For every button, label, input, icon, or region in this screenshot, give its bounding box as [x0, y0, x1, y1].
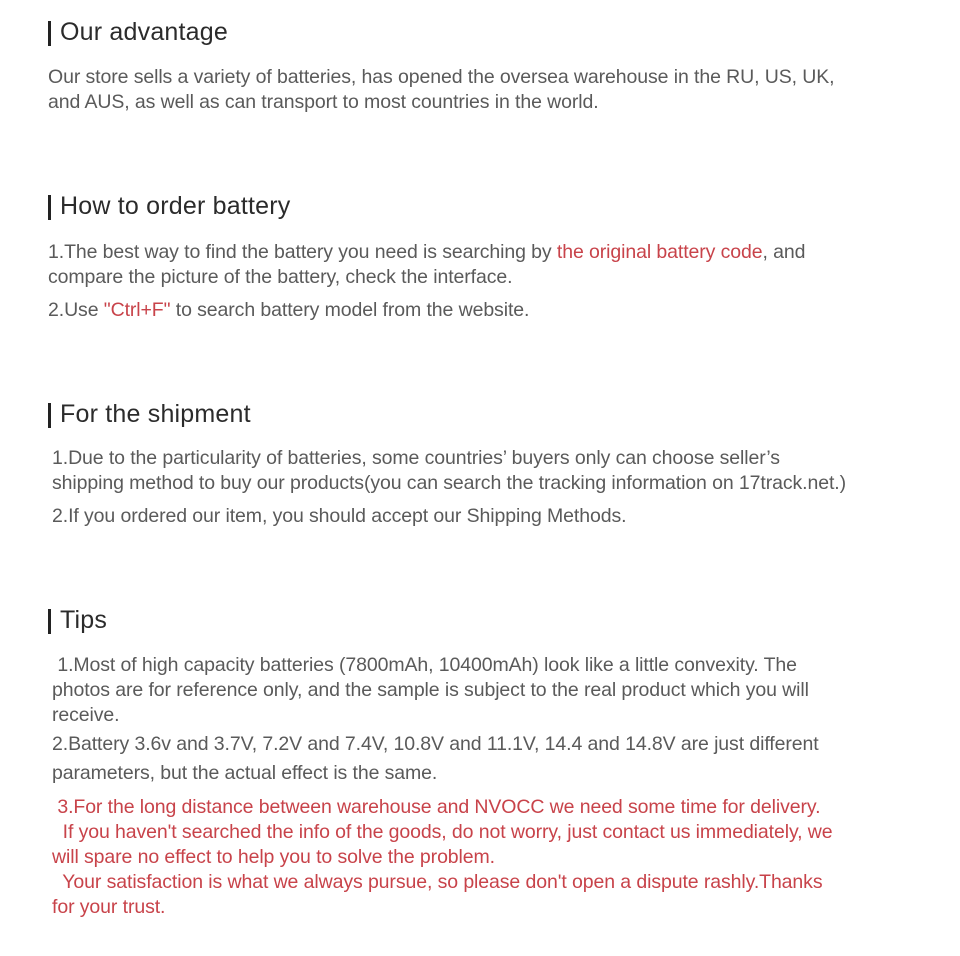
- advantage-text-line2: and AUS, as well as can transport to most countries in the world.: [48, 91, 599, 113]
- ctrl-f-highlight: "Ctrl+F": [103, 299, 171, 321]
- advantage-text-line1: Our store sells a variety of batteries, has opened the oversea warehouse in the RU, US, UK,: [48, 66, 835, 88]
- heading-bar: [48, 21, 51, 46]
- shipment-p1-line1: 1.Due to the particularity of batteries, some countries’ buyers only can choose seller’s: [52, 447, 780, 469]
- tips-p1-line2: photos are for reference only, and the sample is subject to the real product which you will: [52, 679, 809, 701]
- heading-our-advantage: [48, 16, 228, 48]
- order-step2: [48, 298, 529, 323]
- heading-bar: [48, 195, 51, 220]
- heading-text: How to order battery: [60, 191, 291, 220]
- shipment-p2: 2.If you ordered our item, you should accept our Shipping Methods.: [52, 505, 627, 527]
- heading-text: Our advantage: [60, 17, 228, 46]
- order-step1-line2: compare the picture of the battery, check the interface.: [48, 266, 513, 288]
- tips-p2-line2: parameters, but the actual effect is the same.: [52, 762, 438, 784]
- tips-p3-line1: 3.For the long distance between warehouse and NVOCC we need some time for delivery.: [52, 796, 821, 818]
- tips-p1-line3: receive.: [52, 704, 120, 726]
- tips-p3-line5: for your trust.: [52, 896, 166, 918]
- tips-p3-line3: will spare no effect to help you to solve the problem.: [52, 846, 495, 868]
- heading-shipment: [48, 398, 251, 430]
- battery-code-highlight: the original battery code: [556, 241, 763, 263]
- text: , and: [762, 241, 806, 263]
- heading-bar: [48, 403, 51, 428]
- text: to search battery model from the website.: [170, 299, 530, 321]
- order-step1-line1: [48, 240, 805, 265]
- tips-p3-line4: Your satisfaction is what we always pursue, so please don't open a dispute rashly.Thanks: [52, 871, 823, 893]
- shipment-p1-line2: shipping method to buy our products(you can search the tracking information on 17track.net.): [52, 472, 846, 494]
- text: 1.The best way to find the battery you need is searching by: [48, 241, 557, 263]
- tips-p2-line1: 2.Battery 3.6v and 3.7V, 7.2V and 7.4V, 10.8V and 11.1V, 14.4 and 14.8V are just different: [52, 733, 819, 755]
- heading-bar: [48, 609, 51, 634]
- heading-how-to-order: [48, 190, 291, 222]
- text: 2.Use: [48, 299, 104, 321]
- tips-p1-line1: 1.Most of high capacity batteries (7800mAh, 10400mAh) look like a little convexity. The: [52, 654, 797, 676]
- tips-p3-line2: If you haven't searched the info of the goods, do not worry, just contact us immediately, we: [52, 821, 833, 843]
- heading-text: Tips: [60, 605, 108, 634]
- heading-tips: [48, 604, 107, 636]
- heading-text: For the shipment: [60, 399, 251, 428]
